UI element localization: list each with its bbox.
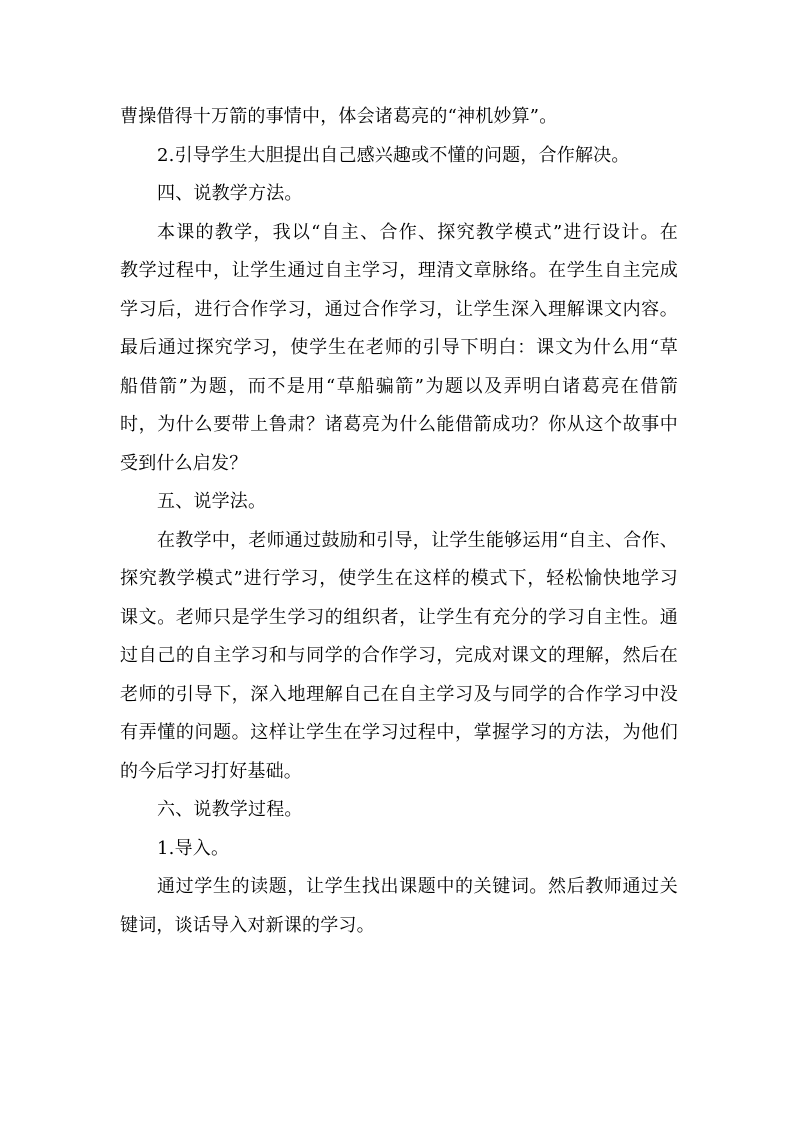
paragraph-line: 在教学中，老师通过鼓励和引导，让学生能够运用“自主、合作、 — [157, 529, 678, 551]
paragraph-line: 本课的教学，我以“自主、合作、探究教学模式”进行设计。在 — [157, 221, 678, 243]
paragraph-line-continuation: 曹操借得十万箭的事情中，体会诸葛亮的“神机妙算”。 — [120, 106, 558, 127]
list-item-1: 1.导入。 — [157, 837, 230, 859]
section-heading-teaching-process: 六、说教学过程。 — [157, 799, 303, 820]
paragraph-line: 键词，谈话导入对新课的学习。 — [120, 914, 375, 936]
paragraph-line: 老师的引导下，深入地理解自己在自主学习及与同学的合作学习中没 — [120, 683, 678, 705]
paragraph-line: 教学过程中，让学生通过自主学习，理清文章脉络。在学生自主完成 — [120, 260, 678, 281]
paragraph-line: 有弄懂的问题。这样让学生在学习过程中，掌握学习的方法，为他们 — [120, 722, 678, 743]
paragraph-line: 通过学生的读题，让学生找出课题中的关键词。然后教师通过关 — [157, 876, 678, 897]
paragraph-line: 的今后学习打好基础。 — [120, 760, 302, 782]
section-heading-teaching-method: 四、说教学方法。 — [157, 183, 303, 204]
paragraph-line: 最后通过探究学习，使学生在老师的引导下明白：课文为什么用“草 — [120, 337, 678, 358]
section-heading-study-method: 五、说学法。 — [157, 491, 267, 512]
list-item-2: 2.引导学生大胆提出自己感兴趣或不懂的问题，合作解决。 — [157, 144, 630, 166]
document-body — [120, 98, 678, 945]
paragraph-line: 时，为什么要带上鲁肃？诸葛亮为什么能借箭成功？你从这个故事中 — [120, 414, 678, 435]
paragraph-line: 受到什么启发？ — [120, 452, 248, 474]
paragraph-line: 船借箭”为题，而不是用“草船骗箭”为题以及弄明白诸葛亮在借箭 — [120, 375, 678, 397]
paragraph-line: 过自己的自主学习和与同学的合作学习，完成对课文的理解，然后在 — [120, 645, 678, 666]
paragraph-line: 课文。老师只是学生学习的组织者，让学生有充分的学习自主性。通 — [120, 606, 678, 628]
paragraph-line: 探究教学模式”进行学习，使学生在这样的模式下，轻松愉快地学习 — [120, 568, 678, 589]
paragraph-line: 学习后，进行合作学习，通过合作学习，让学生深入理解课文内容。 — [120, 298, 678, 320]
